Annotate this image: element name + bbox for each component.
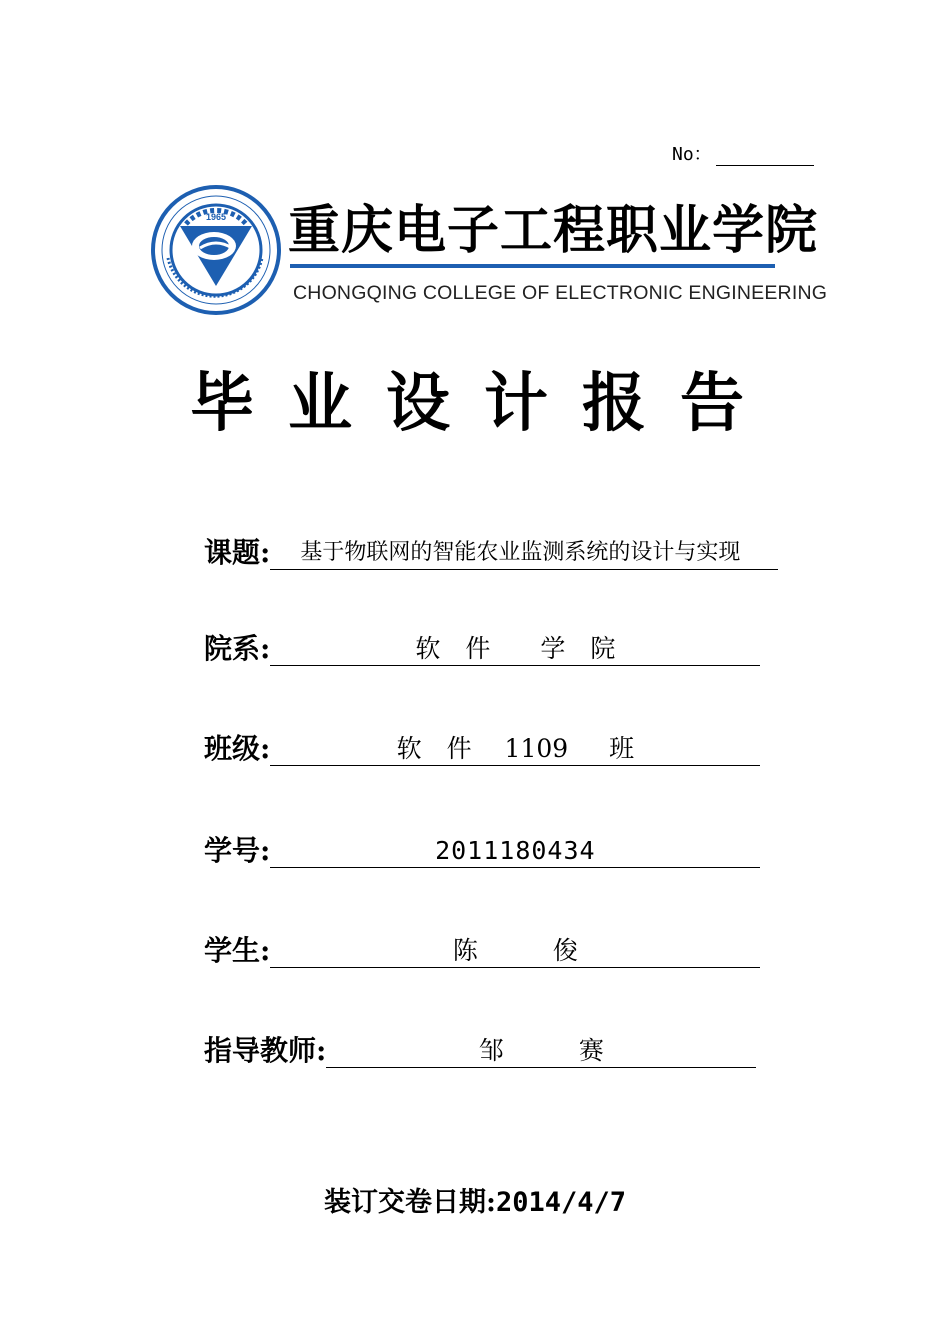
field-topic-label: 课题:: [204, 536, 271, 569]
field-class: [204, 726, 760, 766]
field-student-value: 陈 俊: [270, 934, 760, 968]
field-advisor-label: 指导教师:: [204, 1034, 327, 1067]
field-student-label: 学生:: [204, 934, 271, 967]
submission-date-value: 2014/4/7: [495, 1187, 626, 1218]
svg-text:1965: 1965: [205, 212, 227, 222]
submission-date-label: 装订交卷日期:: [323, 1187, 496, 1218]
field-advisor-value: 邹 赛: [326, 1034, 756, 1068]
school-name-cn: 重庆电子工程职业学院: [288, 200, 819, 261]
school-name-en: CHONGQING COLLEGE OF ELECTRONIC ENGINEERING: [293, 282, 828, 304]
document-number: [672, 140, 814, 166]
field-topic-value: 基于物联网的智能农业监测系统的设计与实现: [270, 536, 778, 570]
field-advisor: [204, 1028, 756, 1068]
field-student-id-value: 2011180434: [270, 834, 760, 868]
document-number-blank: [716, 145, 814, 166]
field-department-label: 院系:: [204, 632, 271, 665]
logo-divider: [290, 264, 775, 268]
field-student-id-label: 学号:: [204, 834, 271, 867]
field-topic: [204, 530, 778, 570]
document-number-label: No：: [672, 144, 712, 165]
field-student-id: [204, 828, 760, 868]
field-department: [204, 626, 760, 666]
field-department-value: 软 件 学 院: [270, 632, 760, 666]
school-seal-icon: [150, 184, 282, 316]
field-student: [204, 928, 760, 968]
report-title: 毕业设计报告: [190, 366, 778, 441]
school-logo: [150, 184, 828, 316]
field-class-label: 班级:: [204, 732, 271, 765]
submission-date: [0, 1180, 950, 1219]
field-class-value: 软 件 1109 班: [270, 732, 760, 766]
